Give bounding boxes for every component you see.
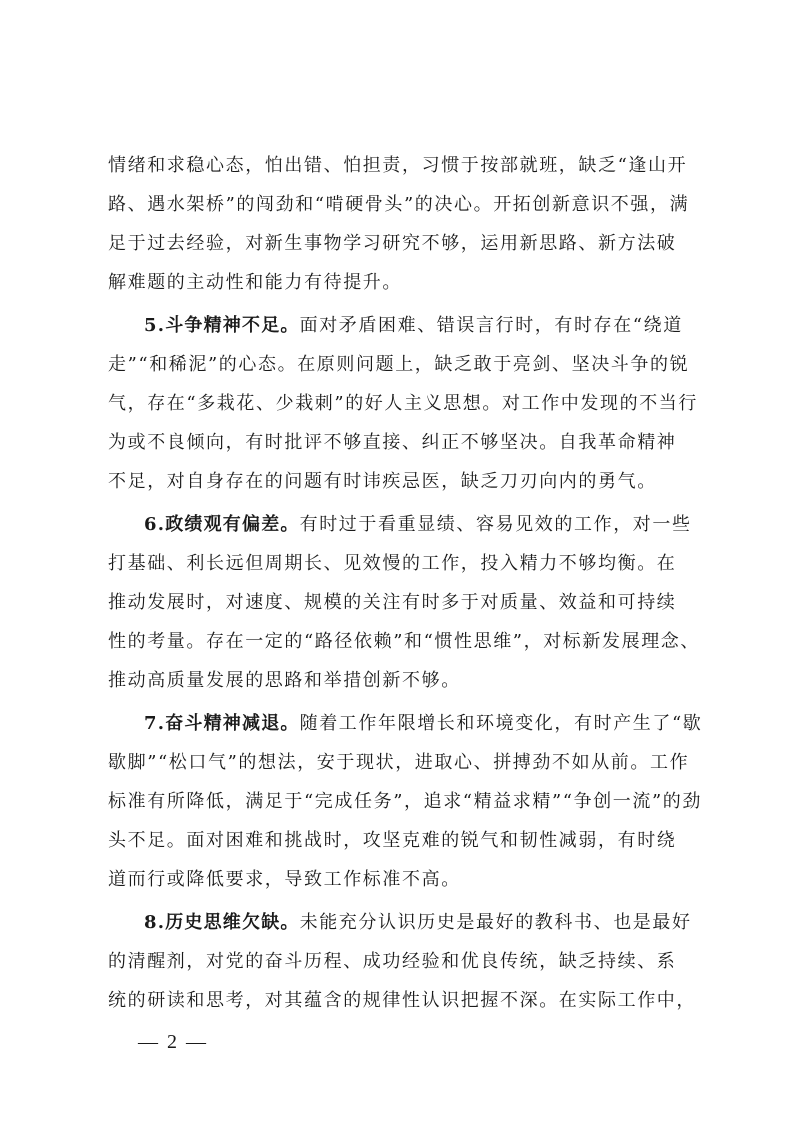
- section-6-first-line: 6.政绩观有偏差。有时过于看重显绩、容易见效的工作，对一些: [144, 514, 692, 535]
- section-7-heading: 7.奋斗精神减退。: [144, 713, 300, 734]
- text-line: 推动发展时，对速度、规模的关注有时多于对质量、效益和可持续: [108, 592, 677, 613]
- text-line: 打基础、利长远但周期长、见效慢的工作，投入精力不够均衡。在: [108, 553, 677, 574]
- text-line: 路、遇水架桥”的闯劲和“啃硬骨头”的决心。开拓创新意识不强，满: [108, 194, 690, 215]
- text-line: 为或不良倾向，有时批评不够直接、纠正不够坚决。自我革命精神: [108, 432, 677, 453]
- text-line: 情绪和求稳心态，怕出错、怕担责，习惯于按部就班，缺乏“逢山开: [108, 155, 688, 176]
- page-number: — 2 —: [138, 1031, 208, 1053]
- text-line: 足于过去经验，对新生事物学习研究不够，运用新思路、新方法破: [108, 233, 677, 254]
- text-line: 道而行或降低要求，导致工作标准不高。: [108, 869, 461, 890]
- text-line: 不足，对自身存在的问题有时讳疾忌医，缺乏刀刃向内的勇气。: [108, 471, 657, 492]
- section-8-heading: 8.历史思维欠缺。: [144, 912, 300, 933]
- section-5-first-line: 5.斗争精神不足。面对矛盾困难、错误言行时，有时存在“绕道: [144, 315, 683, 336]
- text-line: 标准有所降低，满足于“完成任务”，追求“精益求精”“争创一流”的劲: [108, 791, 703, 812]
- text-line: 解难题的主动性和能力有待提升。: [108, 272, 402, 293]
- section-5-heading: 5.斗争精神不足。: [144, 315, 300, 336]
- section-6-heading: 6.政绩观有偏差。: [144, 514, 300, 535]
- text-line: 头不足。面对困难和挑战时，攻坚克难的锐气和韧性减弱，有时绕: [108, 830, 677, 851]
- section-7-first-line: 7.奋斗精神减退。随着工作年限增长和环境变化，有时产生了“歇: [144, 713, 703, 734]
- text-line: 的清醒剂，对党的奋斗历程、成功经验和优良传统，缺乏持续、系: [108, 951, 677, 972]
- text-line: 推动高质量发展的思路和举措创新不够。: [108, 670, 461, 691]
- text-line: 歇脚”“松口气”的想法，安于现状，进取心、拼搏劲不如从前。工作: [108, 752, 690, 773]
- section-8-first-line: 8.历史思维欠缺。未能充分认识历史是最好的教科书、也是最好: [144, 912, 692, 933]
- body-text: [108, 146, 703, 1020]
- text-line: 气，存在“多栽花、少栽刺”的好人主义思想。对工作中发现的不当行: [108, 393, 699, 414]
- text-line: 统的研读和思考，对其蕴含的规律性认识把握不深。在实际工作中，: [108, 990, 696, 1011]
- text-line: 走”“和稀泥”的心态。在原则问题上，缺乏敢于亮剑、坚决斗争的锐: [108, 354, 690, 375]
- text-line: 性的考量。存在一定的“路径依赖”和“惯性思维”，对标新发展理念、: [108, 631, 701, 652]
